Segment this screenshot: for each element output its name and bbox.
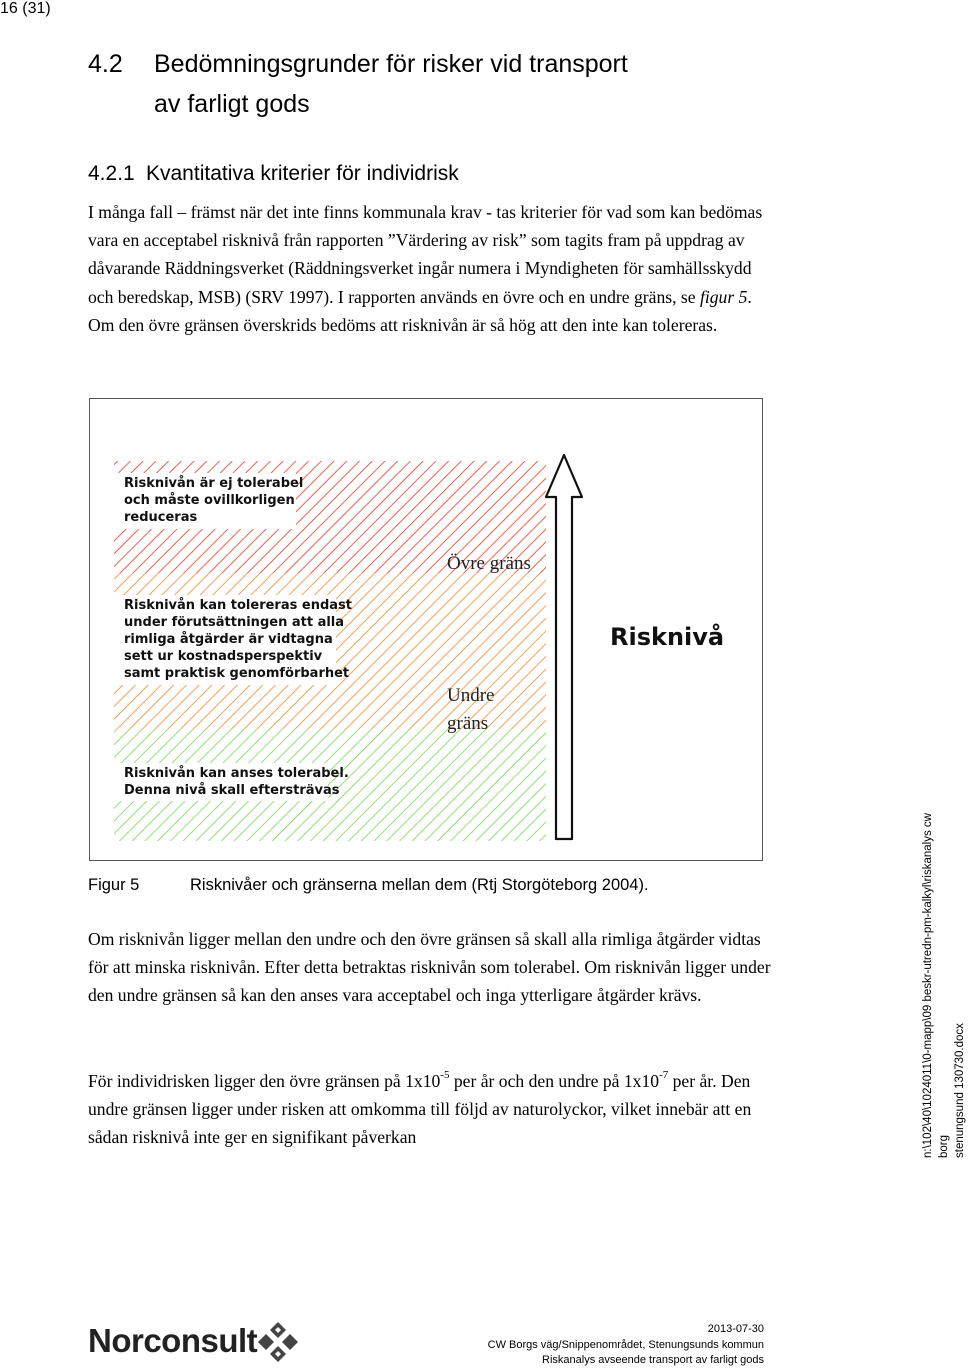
footer-project: CW Borgs väg/Snippenområdet, Stenungsunds kommun [487,1338,764,1351]
para3-part2: per år och den undre på 1x10 [449,1071,660,1091]
paragraph-intro [88,198,778,339]
upper-limit-label: Övre gräns [447,553,531,574]
lower-limit-label-line2: gräns [447,713,489,734]
para1-text: I många fall – främst när det inte finns kommunala krav - tas kriterier för vad som kan bedömas vara en acceptabel risknivå från rapporten ”Värdering av risk” som tagits fram på uppdrag av dåvarande Räddningsverket (Räddningsverket ingår numera i Myndigheten för samhällsskydd och beredskap, MSB) (SRV 1997). I rapporten används en övre och en undre gräns, se [88,202,763,307]
subsection-title-text: Kvantitativa kriterier för individrisk [146,162,459,185]
section-title-line2: av farligt gods [154,90,310,118]
risk-diagram [90,399,764,862]
risk-level-label: Risknivå [610,623,725,651]
para3-part3: per år. Den undre gränsen ligger under risken att omkomma till följd av naturolyckor, vilket innebär att en sådan risknivå inte ger en signifikant påverkan [88,1071,752,1148]
zone-red-text: Risknivån är ej tolerabel och måste ovillkorligen reduceras [124,476,304,525]
paragraph-limits: Om risknivån ligger mellan den undre och den övre gränsen så skall alla rimliga åtgärder vidtas för att minska risknivån. Efter detta betraktas risknivån som tolerabel. Om risknivån ligger under den undre gränsen så kan den anses vara acceptabel och inga ytterligare åtgärder krävs. [88,929,771,1006]
footer-document: Riskanalys avseende transport av farligt gods [542,1354,764,1366]
footer-date: 2013-07-30 [707,1323,764,1335]
logo-text: Norconsult [88,1322,258,1359]
figure-caption [88,876,649,895]
page-number: 16 (31) [0,0,51,17]
file-path-line1: n:\102\40\1024011\0-mapp\09 beskr-utredn-pm-kalkyl\riskanalys cw borg [922,813,950,1158]
section-number: 4.2 [88,50,123,78]
zone-orange-text: Risknivån kan tolereras endast under förutsättningen att alla rimliga åtgärder är vidtagna sett ur kostnadsperspektiv samt praktisk genomförbarhet [124,598,352,681]
para1-text-end: . Om den övre gränsen överskrids bedöms att risknivån är så hög att den inte kan tolereras. [88,286,752,335]
section-title [88,44,788,124]
exponent-lower: -7 [659,1069,669,1082]
logo-mark-icon [256,1320,300,1364]
page-footer [364,1322,764,1369]
file-path-line2: stenungsund 130730.docx [954,1023,966,1158]
caption-text: Risknivåer och gränserna mellan dem (Rtj Storgöteborg 2004). [190,876,649,894]
subsection-title [88,162,459,186]
para3-part1: För individrisken ligger den övre gränsen på 1x10 [88,1071,441,1091]
section-title-line1: Bedömningsgrunder för risker vid transport [154,50,628,78]
risk-arrow-icon [546,455,582,839]
paragraph-individual-risk [88,1067,778,1152]
subsection-number: 4.2.1 [88,162,135,185]
exponent-upper: -5 [440,1069,450,1082]
caption-label: Figur 5 [88,876,140,894]
file-path-margin-text [920,798,966,1158]
zone-green-text: Risknivån kan anses tolerabel. Denna nivå skall eftersträvas [124,766,349,798]
risk-level-figure [89,398,763,861]
lower-limit-label-line1: Undre [447,685,495,706]
figure-reference: figur 5 [699,286,748,307]
